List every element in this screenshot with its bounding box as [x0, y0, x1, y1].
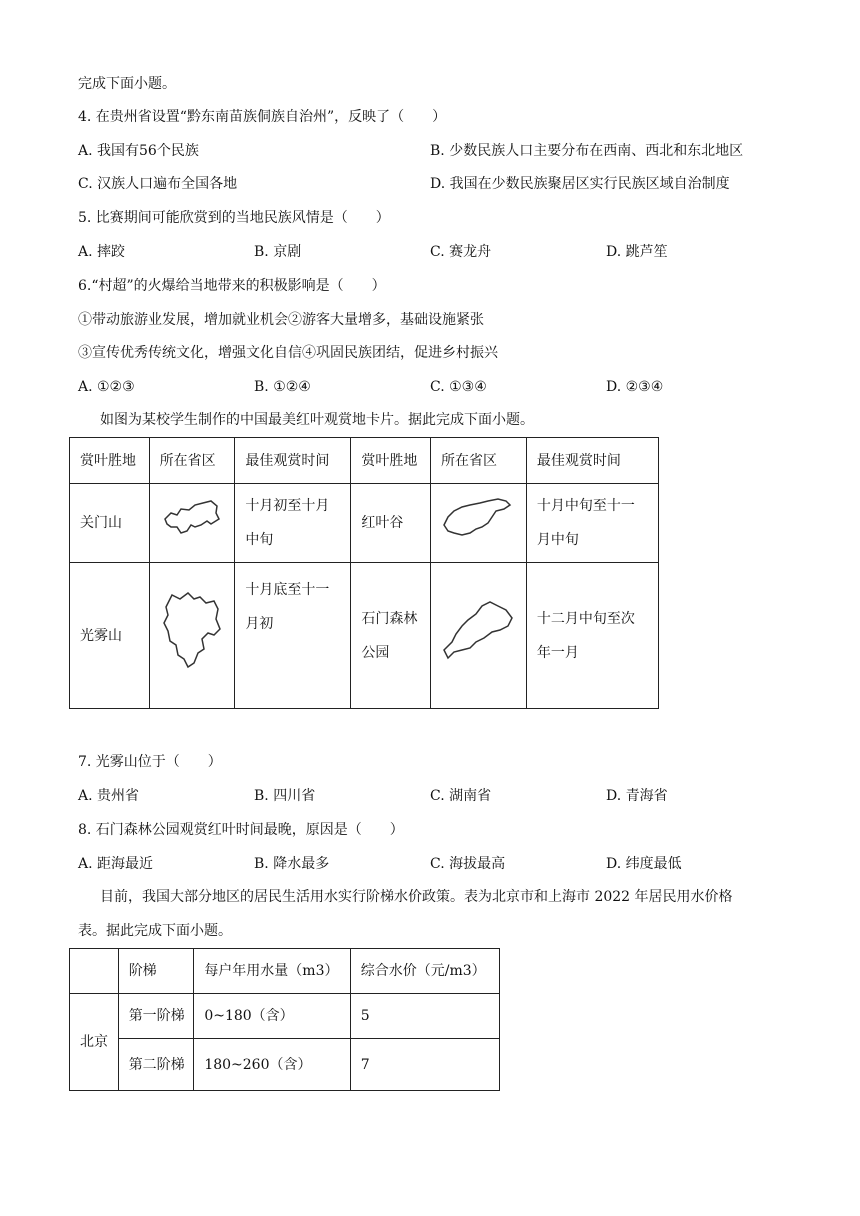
table-row [70, 563, 659, 709]
header-price: 综合水价（元/m3） [350, 949, 499, 994]
time-hongyegu: 十月中旬至十一 月中旬 [526, 484, 658, 563]
header-time-1: 最佳观赏时间 [235, 438, 351, 484]
table-row [70, 994, 500, 1039]
header-province-1: 所在省区 [149, 438, 235, 484]
site-hongyegu: 红叶谷 [351, 484, 431, 563]
header-usage: 每户年用水量（m3） [194, 949, 350, 994]
q6-option-d: D. ②③④ [606, 379, 664, 395]
red-leaf-table [69, 437, 659, 709]
site-guanmenshan: 关门山 [70, 484, 150, 563]
q5-option-a: A. 摔跤 [78, 244, 126, 260]
usage-tier-2: 180~260（含） [194, 1039, 350, 1091]
header-site-2: 赏叶胜地 [351, 438, 431, 484]
intro-water-price-line-2: 表。据此完成下面小题。 [78, 923, 232, 939]
question-5-stem: 5. 比赛期间可能欣赏到的当地民族风情是（ ） [78, 210, 390, 226]
q6-statement-line-2: ③宣传优秀传统文化，增强文化自信④巩固民族团结，促进乡村振兴 [78, 345, 498, 361]
intro-water-price-line-1: 目前，我国大部分地区的居民生活用水实行阶梯水价政策。表为北京市和上海市 2022 年居民用水价格 [100, 889, 733, 905]
guangdong-outline-icon [431, 563, 527, 709]
time-guangwushan: 十月底至十一 月初 [235, 563, 351, 709]
site-guangwushan: 光雾山 [70, 563, 150, 709]
time-shimen-forest-park: 十二月中旬至次 年一月 [526, 563, 658, 709]
q4-option-b: B. 少数民族人口主要分布在西南、西北和东北地区 [430, 143, 744, 159]
q6-option-b: B. ①②④ [254, 379, 311, 395]
shandong-outline-icon [431, 484, 527, 563]
usage-tier-1: 0~180（含） [194, 994, 350, 1039]
question-7-stem: 7. 光雾山位于（ ） [78, 754, 222, 770]
q4-option-c: C. 汉族人口遍布全国各地 [78, 176, 238, 192]
tier-1: 第一阶梯 [118, 994, 194, 1039]
header-time-2: 最佳观赏时间 [526, 438, 658, 484]
intro-tail: 完成下面小题。 [78, 76, 176, 92]
city-beijing: 北京 [70, 994, 119, 1091]
table-row [70, 484, 659, 563]
q6-option-c: C. ①③④ [430, 379, 487, 395]
header-province-2: 所在省区 [431, 438, 527, 484]
q7-option-c: C. 湖南省 [430, 788, 492, 804]
q8-option-b: B. 降水最多 [254, 856, 330, 872]
table-row [70, 1039, 500, 1091]
q5-option-c: C. 赛龙舟 [430, 244, 492, 260]
q4-option-a: A. 我国有56个民族 [78, 143, 199, 159]
q7-option-d: D. 青海省 [606, 788, 668, 804]
question-4-stem: 4. 在贵州省设置“黔东南苗族侗族自治州”，反映了（ ） [78, 109, 447, 125]
price-tier-1: 5 [350, 994, 499, 1039]
tier-2: 第二阶梯 [118, 1039, 194, 1091]
q8-option-a: A. 距海最近 [78, 856, 154, 872]
price-tier-2: 7 [350, 1039, 499, 1091]
intro-red-leaves: 如图为某校学生制作的中国最美红叶观赏地卡片。据此完成下面小题。 [100, 412, 534, 428]
q5-option-d: D. 跳芦笙 [606, 244, 668, 260]
question-8-stem: 8. 石门森林公园观赏红叶时间最晚，原因是（ ） [78, 822, 404, 838]
q8-option-c: C. 海拔最高 [430, 856, 506, 872]
q7-option-b: B. 四川省 [254, 788, 316, 804]
time-guanmenshan: 十月初至十月 中旬 [235, 484, 351, 563]
header-blank [70, 949, 119, 994]
q6-option-a: A. ①②③ [78, 379, 135, 395]
header-tier: 阶梯 [118, 949, 194, 994]
table-header-row [70, 949, 500, 994]
q8-option-d: D. 纬度最低 [606, 856, 682, 872]
header-site-1: 赏叶胜地 [70, 438, 150, 484]
q7-option-a: A. 贵州省 [78, 788, 140, 804]
q5-option-b: B. 京剧 [254, 244, 302, 260]
q6-statement-line-1: ①带动旅游业发展，增加就业机会②游客大量增多，基础设施紧张 [78, 312, 484, 328]
liaoning-outline-icon [149, 484, 235, 563]
q4-option-d: D. 我国在少数民族聚居区实行民族区域自治制度 [430, 176, 730, 192]
question-6-stem: 6.“村超”的火爆给当地带来的积极影响是（ ） [78, 278, 386, 294]
table-header-row [70, 438, 659, 484]
water-price-table [69, 948, 500, 1091]
site-shimen-forest-park: 石门森林 公园 [351, 563, 431, 709]
sichuan-outline-icon [149, 563, 235, 709]
